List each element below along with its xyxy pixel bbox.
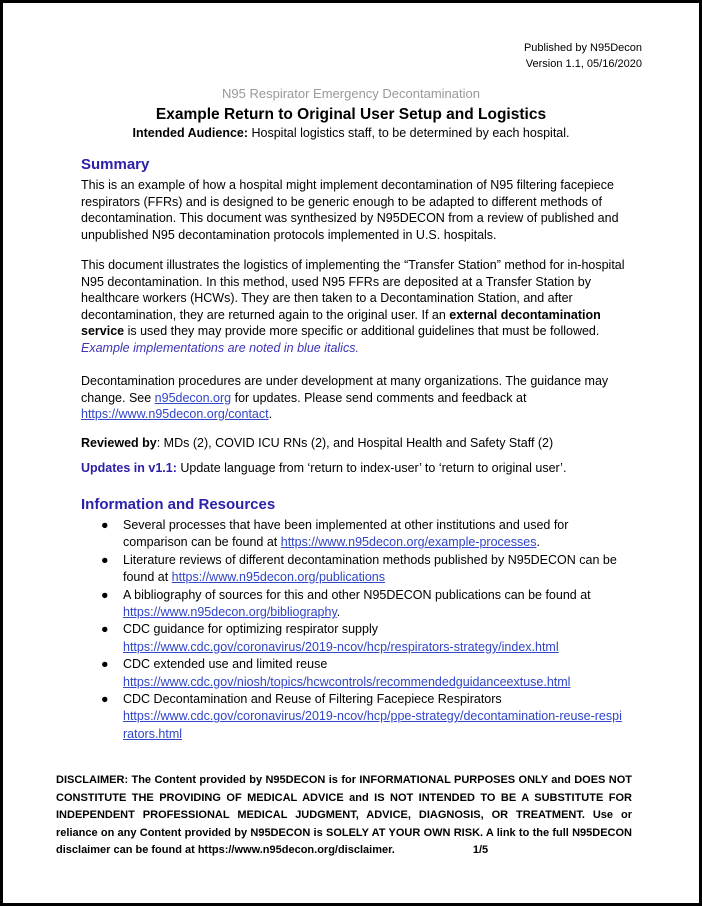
intended-audience [0,126,702,140]
bullet-icon: ● [101,692,109,707]
updates-text: Update language from ‘return to index-user’ to ‘return to original user’. [176,461,567,475]
para3-text-c: . [268,407,273,421]
item-text: CDC guidance for optimizing respirator supply [123,622,378,637]
updates-note [81,460,626,477]
cdc-decontamination-reuse-link[interactable]: https://www.cdc.gov/coronavirus/2019-ncov/hcp/ppe-strategy/decontamination-reuse-respirators.html [123,709,622,741]
disclaimer-text: DISCLAIMER: The Content provided by N95DECON is for INFORMATIONAL PURPOSES ONLY and DOES NOT CONSTITUTE THE PROVIDING OF MEDICAL ADVICE and IS NOT INTENDED TO BE A SUBSTITUTE FOR INDEPENDENT PROFESSIONAL MEDICAL JUDGMENT, ADVICE, DIAGNOSIS, OR TREATMENT. Use or reliance on any Content provided by N95DECON is SOLELY AT YOUR OWN RISK. A link to the full N95DECON disclaimer can be found at https://www.n95decon.org/disclaimer. [56,774,632,856]
disclaimer [56,772,632,860]
summary-paragraph-3 [81,373,626,423]
updates-label: Updates in v1.1: [81,461,177,475]
para2-text-b: is used they may provide more specific or additional guidelines that must be followed. [124,324,600,338]
bullet-icon: ● [101,518,109,532]
summary-heading: Summary [81,156,150,173]
audience-label: Intended Audience: [132,126,249,140]
page-title: Example Return to Original User Setup and Logistics [155,106,547,123]
blue-italics-note: Example implementations are noted in blue italics. [81,340,359,355]
item-after: . [536,535,540,550]
reviewed-text: : MDs (2), COVID ICU RNs (2), and Hospital Health and Safety Staff (2) [156,436,554,450]
summary-paragraph-1: This is an example of how a hospital might implement decontamination of N95 filtering facepiece respirators (FFRs) and is designed to be generic enough to be adapted to different methods of decontamination. This document was synthesized by N95DECON from a review of published and unpublished N95 decontamination protocols implemented in U.S. hospitals. [81,178,619,242]
publisher-line: Published by N95Decon [523,42,642,54]
bullet-icon: ● [101,657,109,672]
external-service-bold: external decontamination service [81,307,601,338]
series-subtitle: N95 Respirator Emergency Decontamination [222,86,480,101]
item-text: CDC Decontamination and Reuse of Filtering Facepiece Respirators [123,692,502,707]
list-item [81,552,626,587]
list-item [81,517,626,552]
audience-text: Hospital logistics staff, to be determined by each hospital. [248,126,570,140]
summary-paragraph-2 [81,257,626,356]
n95decon-link[interactable]: n95decon.org [154,390,232,405]
resources-heading: Information and Resources [81,496,276,513]
item-text: Several processes that have been implemented at other institutions and used for comparison can be found at [123,518,569,550]
list-item [81,621,626,656]
cdc-respirators-strategy-link[interactable]: https://www.cdc.gov/coronavirus/2019-ncov/hcp/respirators-strategy/index.html [123,639,559,654]
resources-list [81,517,626,743]
para3-text: Decontamination procedures are under development at many organizations. The guidance may change. See [81,374,609,405]
contact-link[interactable]: https://www.n95decon.org/contact [81,407,269,421]
list-item [81,587,626,622]
para3-text-b: for updates. Please send comments and feedback at [231,390,527,405]
list-item [81,656,626,691]
publications-link[interactable]: https://www.n95decon.org/publications [171,570,385,585]
bullet-icon: ● [101,552,109,567]
reviewed-by [81,435,626,452]
item-text: CDC extended use and limited reuse [123,657,328,672]
example-processes-link[interactable]: https://www.n95decon.org/example-processes [280,535,537,550]
cdc-extended-use-link[interactable]: https://www.cdc.gov/niosh/topics/hcwcontrols/recommendedguidanceextuse.html [123,674,571,689]
item-text: A bibliography of sources for this and other N95DECON publications can be found at [123,587,591,602]
bibliography-link[interactable]: https://www.n95decon.org/bibliography [123,605,337,620]
para2-text: This document illustrates the logistics of implementing the “Transfer Station” method for in-hospital N95 decontamination. In this method, used N95 FFRs are deposited at a Transfer Station by healthcare workers (HCWs). They are then taken to a Decontamination Station, and after decontamination, they are returned again to the original user. If an [81,258,625,322]
bullet-icon: ● [101,622,109,637]
item-after: . [336,605,341,620]
reviewed-label: Reviewed by [81,436,157,450]
page-number: 1/5 [472,844,489,856]
version-line: Version 1.1, 05/16/2020 [525,58,642,70]
list-item [81,691,626,743]
item-text: Literature reviews of different decontamination methods published by N95DECON can be found at [123,552,617,585]
bullet-icon: ● [101,587,109,602]
